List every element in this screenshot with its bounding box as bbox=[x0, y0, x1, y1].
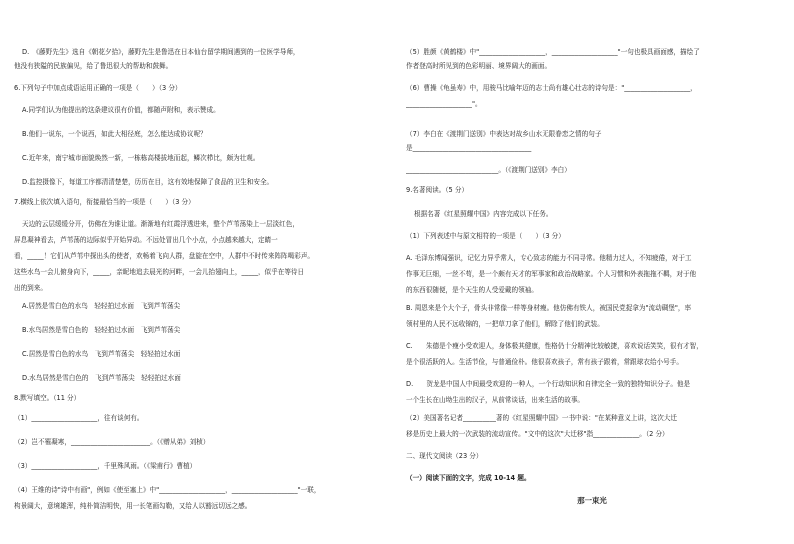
left-line-16: D.水鸟居然是雪白色的 飞到芦苇荡尖 轻轻拍过水面 bbox=[22, 374, 181, 382]
right-line-10: A. 毛泽东博闻强识，记忆力异乎常人，专心致志的能力不同寻常。他精力过人，不知疲倦，对于工 bbox=[406, 254, 692, 262]
left-column bbox=[14, 0, 386, 544]
left-line-22: 构景阔大，意境雄浑，纯朴简洁明快，用一长笔画勾勒，又给人以豁远切远之感。 bbox=[14, 502, 252, 510]
left-line-21: （4）王维的诗"诗中有画"，例如《使至塞上》中"____________________，____________________"一联， bbox=[14, 486, 321, 494]
left-line-4: B.他们一说东，一个说西，如此大相径庭，怎么能达成协议呢？ bbox=[22, 130, 207, 138]
right-line-4: （7）李白在《渡荆门送别》中表达对故乡山水无限眷恋之情的句子 bbox=[406, 130, 602, 138]
right-line-23: 那一束光 bbox=[577, 496, 607, 505]
left-line-12: 出的到来。 bbox=[14, 284, 47, 292]
right-line-18: 一个生长在山坳生出的汉子，从前常谈话，出来生活的故事。 bbox=[406, 396, 585, 404]
right-line-9: （1）下列表述中与原文相符的一项是（ ）（3 分） bbox=[406, 232, 565, 240]
left-line-15: C.居然是雪白色的水鸟 飞到芦苇荡尖 轻轻拍过水面 bbox=[22, 350, 181, 358]
left-line-18: （1）____________________，往有谈何有。 bbox=[14, 414, 144, 422]
left-line-2: 6.下列句子中加点成语运用正确的一项是（ ）（3 分） bbox=[14, 84, 182, 92]
left-line-11: 这些水鸟一会儿俯身向下，_____，亲昵地追去晨光的河畔，一会儿抬翅向上，_____，似乎在等待日 bbox=[14, 268, 305, 276]
left-line-8: 天边的云层缓缓分开，仿佛在为谁让道。渐渐地有红霞浮透进来，整个芦苇荡染上一层淡红色， bbox=[22, 220, 299, 228]
left-line-3: A.同学们认为他提出的这条建议很有价值，都随声附和，表示赞成。 bbox=[22, 106, 220, 114]
right-line-7: 9.名著阅读。（5 分） bbox=[406, 186, 469, 194]
left-line-1: 他没有狭隘的民族偏见，给了鲁迅很大的帮助和鼓舞。 bbox=[14, 62, 173, 70]
left-line-17: 8.默写填空。（11 分） bbox=[14, 394, 81, 402]
left-line-14: B.水鸟居然是雪白色的 轻轻拍过水面 飞到芦苇荡尖 bbox=[22, 326, 181, 334]
left-line-20: （3）____________________，千里殊风雨。（《梁甫行》曹植） bbox=[14, 462, 197, 470]
right-line-8: 根据名著《红星照耀中国》内容完成以下任务。 bbox=[414, 210, 553, 218]
right-line-5: 是____________________________________ bbox=[406, 144, 532, 152]
right-line-21: 二、现代文阅读（23 分） bbox=[406, 452, 483, 460]
left-line-5: C.近年来，南宁城市面貌焕然一新，一栋栋高楼拔地而起，鳞次栉比，颇为壮观。 bbox=[22, 154, 260, 162]
right-line-12: 的东西很随便，是个天生的人受爱戴的领袖。 bbox=[406, 286, 538, 294]
right-line-13: B. 周恩来是个大个子，骨头非常像一样等身材瘦。他仿佛有铁人，被国民党捉拿为"流动碉堡"，率 bbox=[406, 304, 692, 312]
left-line-13: A.居然是雪白色的水鸟 轻轻拍过水面 飞到芦苇荡尖 bbox=[22, 302, 181, 310]
right-line-20: 移是历史上最大的一次武装的流动宣传。"文中的这次"大迁移"指______________。（2 分） bbox=[406, 430, 669, 438]
right-line-15: C. 朱德是个瘦小受欢迎人，身体极其健康，性格仍十分精神比较敏捷，喜欢说话笑笑，很有才智， bbox=[406, 342, 703, 350]
left-line-19: （2）岂不罹凝寒，________________________。（《赠从弟》刘桢） bbox=[14, 438, 210, 446]
right-line-1: 作者登高时所见到的色彩明丽、境界阔大的画面。 bbox=[406, 62, 552, 70]
left-line-7: 7.横线上依次填入语句，衔接最恰当的一项是（ ）（3 分） bbox=[14, 198, 195, 206]
right-line-11: 作事无巨细，一丝不苟，是一个颇有天才的军事家和政治战略家。个人习惯和外表拖拖不羁，对于他 bbox=[406, 270, 697, 278]
left-line-6: D.监控摄像下，每道工序都清清楚楚，历历在目，这有效地保障了食品的卫生和安全。 bbox=[22, 178, 274, 186]
right-line-16: 是个很活跃的人。生活节俭，与普通俭朴。他很喜欢孩子，常有孩子跟着，常跟球衣给小号手。 bbox=[406, 358, 683, 366]
left-line-10: 看，_____！它们从芦苇中探出头的使者，欢畅着飞向人群，盘旋在空中，人群中不时传来阵阵喝彩声。 bbox=[14, 252, 315, 260]
right-line-3: ____________________"。 bbox=[406, 100, 482, 108]
left-line-9: 屏息凝神看去，芦苇荡的边际似乎开始异动。不远处冒出几个小点，小点越来越大，定睛一 bbox=[14, 236, 278, 244]
right-line-17: D. 贺龙是中国人中间最受欢迎的一种人，一个行动知识和自律完全一致的独特知识分子。他是 bbox=[406, 380, 691, 388]
right-line-14: 领村里的人民不远收锦的，一把草刀拿了他们，解除了他们的武装。 bbox=[406, 320, 604, 328]
right-line-22: （一）阅读下面的文字，完成 10-14 题。 bbox=[406, 474, 531, 482]
right-line-6: ____________________________。（《渡荆门送别》李白） bbox=[406, 166, 571, 174]
left-line-0: D. 《藤野先生》选自《朝花夕拾》，藤野先生是鲁迅在日本仙台留学期间遇到的一位医学导师， bbox=[22, 48, 300, 56]
right-column bbox=[406, 0, 778, 544]
right-line-0: （5）胜颜《黄鹤楼》中"____________________，____________________"一句也极具画面感，描绘了 bbox=[406, 48, 700, 56]
right-line-19: （2）美国著名记者__________著的《红星照耀中国》一书中说："在某种意义上讲，这次大迁 bbox=[406, 414, 677, 422]
right-line-2: （6）曹操《龟虽寿》中，用骏马比喻年迈的志士尚有雄心壮志的诗句是："____________________， bbox=[406, 84, 697, 92]
